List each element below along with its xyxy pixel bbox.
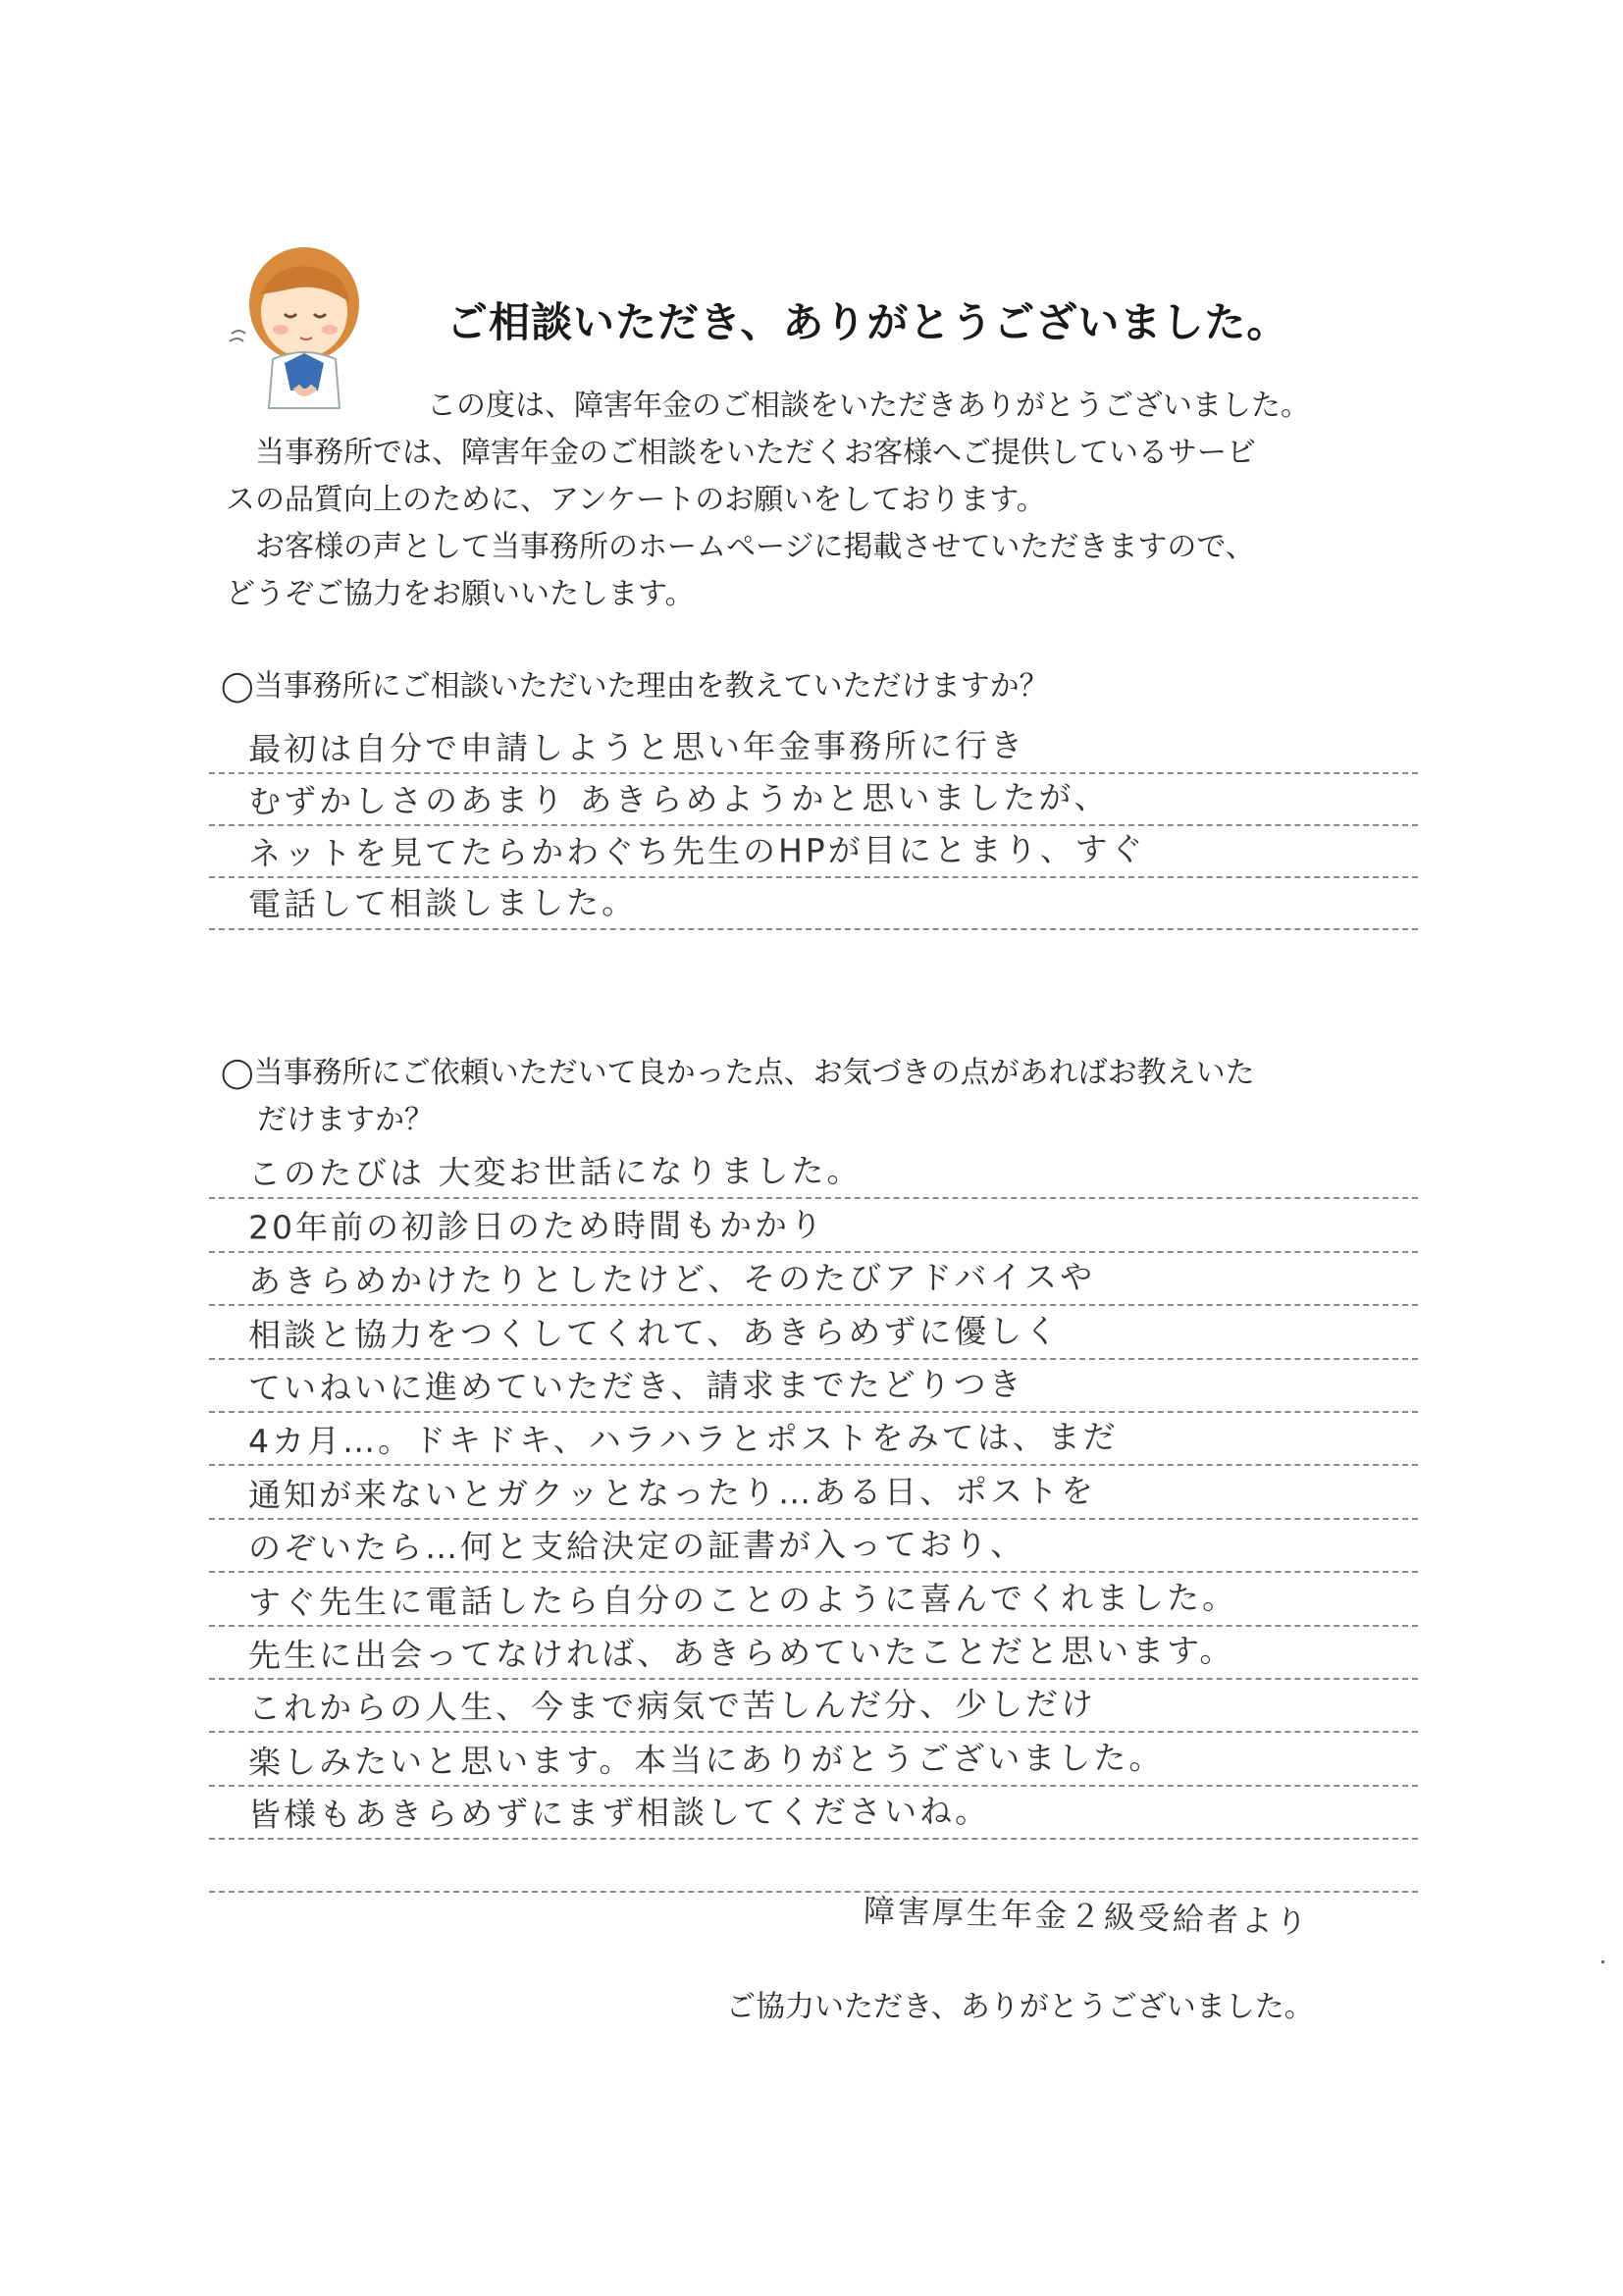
answer-line — [209, 1466, 1418, 1519]
answer-1 — [209, 722, 1418, 930]
handwritten-text: むずかしさのあまり あきらめようかと思いましたが、 — [247, 777, 1110, 821]
answer-line — [209, 1787, 1418, 1840]
answer-line — [209, 1199, 1418, 1252]
handwritten-text: これからの人生、今まで病気で苦しんだ分、少しだけ — [247, 1685, 1097, 1728]
answer-line — [209, 1840, 1418, 1893]
answer-line — [209, 1306, 1418, 1359]
answer-line — [209, 1627, 1418, 1680]
handwritten-text: 相談と協力をつくしてくれて、あきらめずに優しく — [247, 1311, 1061, 1354]
handwritten-text: 電話して相談しました。 — [247, 882, 638, 924]
answer-line — [209, 1360, 1418, 1413]
answer-line — [209, 722, 1418, 774]
handwritten-text: 皆様もあきらめずにまず相談してくださいね。 — [247, 1792, 991, 1835]
answer-line — [209, 1573, 1418, 1626]
answer-line — [209, 878, 1418, 930]
answer-line — [209, 1520, 1418, 1573]
answer-2 — [209, 1146, 1418, 1893]
intro-paragraph-3-cont: どうぞご協力をお願いいたします。 — [226, 577, 695, 611]
intro-text — [226, 383, 1403, 618]
intro-paragraph-2: 当事務所では、障害年金のご相談をいただくお客様へご提供しているサービ — [255, 436, 1256, 470]
answer-line — [209, 1413, 1418, 1466]
scan-speck — [1601, 1960, 1604, 1963]
handwritten-text: ていねいに進めていただき、請求までたどりつき — [247, 1364, 1024, 1408]
answer-line — [209, 1680, 1418, 1733]
question-2: ◯当事務所にご依頼いただいて良かった点、お気づきの点があればお教えいた — [221, 1056, 1255, 1090]
page-title: ご相談いただき、ありがとうございました。 — [446, 298, 1289, 346]
handwritten-text: 通知が来ないとガクッとなったり…ある日、ポストを — [247, 1471, 1097, 1514]
signature: 障害厚生年金２級受給者より — [863, 1892, 1311, 1941]
handwritten-text: すぐ先生に電話したら自分のことのように喜んでくれました。 — [247, 1577, 1238, 1622]
answer-line — [209, 826, 1418, 878]
handwritten-text: 4カ月…。ドキドキ、ハラハラとポストをみては、まだ — [247, 1418, 1119, 1461]
intro-paragraph-1: この度は、障害年金のご相談をいただきありがとうございました。 — [427, 389, 1310, 423]
handwritten-text: あきらめかけたりとしたけど、そのたびアドバイスや — [247, 1257, 1096, 1301]
handwritten-text: 20年前の初診日のため時間もかかり — [247, 1205, 826, 1247]
question-1: ◯当事務所にご相談いただいた理由を教えていただけますか？ — [221, 669, 1049, 704]
intro-paragraph-2-cont: スの品質向上のために、アンケートのお願いをしております。 — [226, 483, 1046, 517]
handwritten-text: 楽しみたいと思います。本当にありがとうございました。 — [247, 1738, 1165, 1782]
handwritten-text: ネットを見てたらかわぐち先生のHPが目にとまり、すぐ — [247, 829, 1146, 873]
question-2-cont: だけますか？ — [257, 1103, 434, 1137]
handwritten-text: 最初は自分で申請しようと思い年金事務所に行き — [247, 725, 1026, 769]
intro-paragraph-3: お客様の声として当事務所のホームページに掲載させていただきますので、 — [255, 530, 1255, 564]
answer-line — [209, 774, 1418, 826]
handwritten-text: のぞいたら…何と支給決定の証書が入っており、 — [247, 1525, 1026, 1568]
answer-line — [209, 1146, 1418, 1199]
handwritten-text: このたびは 大変お世話になりました。 — [247, 1151, 863, 1194]
answer-line — [209, 1253, 1418, 1306]
answer-line — [209, 1733, 1418, 1786]
closing-text: ご協力いただき、ありがとうございました。 — [726, 1990, 1314, 2024]
handwritten-text: 先生に出会ってなければ、あきらめていたことだと思います。 — [247, 1631, 1235, 1675]
